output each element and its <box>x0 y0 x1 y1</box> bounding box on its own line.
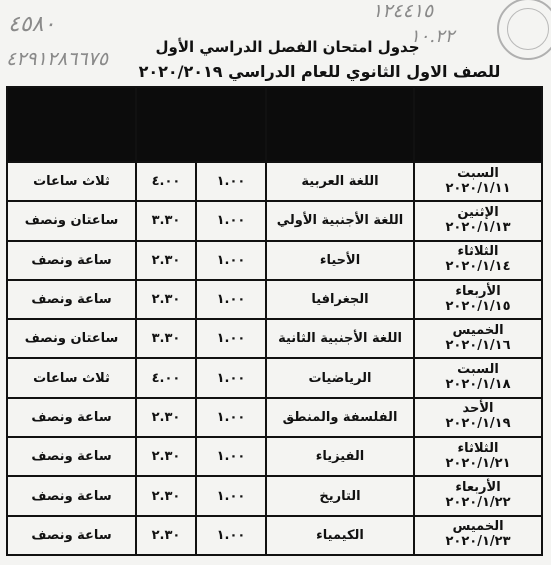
table-row <box>7 201 542 240</box>
day-name: الثلاثاء <box>457 440 499 456</box>
day-cell <box>414 437 542 476</box>
end-time-cell: ٢.٣٠ <box>136 516 196 555</box>
exam-date: ٢٠٢٠/١/٢١ <box>445 455 511 471</box>
start-time-cell: ١.٠٠ <box>196 437 266 476</box>
handwritten-note-top-center: ١٢٤٤١٥ <box>372 0 434 22</box>
duration-cell: ثلاث ساعات <box>7 358 136 397</box>
exam-date: ٢٠٢٠/١/٢٣ <box>445 534 511 550</box>
table-row <box>7 280 542 319</box>
day-cell <box>414 162 542 201</box>
page-title: جدول امتحان الفصل الدراسي الأول <box>155 38 420 56</box>
exam-schedule-table <box>6 86 543 556</box>
exam-date: ٢٠٢٠/١/١٥ <box>445 298 511 314</box>
day-name: الإثنين <box>457 205 499 220</box>
day-cell <box>414 358 542 397</box>
day-name: الأحد <box>462 401 494 417</box>
table-row <box>7 358 542 397</box>
day-cell <box>414 241 542 280</box>
subject-cell: التاريخ <box>266 476 414 515</box>
table-row <box>7 241 542 280</box>
subject-cell: الجغرافيا <box>266 280 414 319</box>
subject-cell: الفلسفة والمنطق <box>266 398 414 437</box>
table-row <box>7 162 542 201</box>
duration-cell: ساعة ونصف <box>7 437 136 476</box>
duration-cell: ساعة ونصف <box>7 398 136 437</box>
table-row <box>7 398 542 437</box>
start-time-cell: ١.٠٠ <box>196 398 266 437</box>
end-time-cell: ٤.٠٠ <box>136 162 196 201</box>
subject-cell: الرياضيات <box>266 358 414 397</box>
start-time-cell: ١.٠٠ <box>196 319 266 358</box>
duration-cell: ساعة ونصف <box>7 241 136 280</box>
day-cell <box>414 280 542 319</box>
exam-date: ٢٠٢٠/١/١١ <box>445 180 511 196</box>
exam-date: ٢٠٢٠/١/١٩ <box>445 416 511 432</box>
day-cell <box>414 319 542 358</box>
duration-cell: ساعة ونصف <box>7 516 136 555</box>
duration-cell: ثلاث ساعات <box>7 162 136 201</box>
day-name: الخميس <box>452 519 504 535</box>
end-time-cell: ٣.٣٠ <box>136 201 196 240</box>
end-time-cell: ٢.٣٠ <box>136 280 196 319</box>
start-time-cell: ١.٠٠ <box>196 241 266 280</box>
day-name: الخميس <box>452 322 504 338</box>
duration-cell: ساعة ونصف <box>7 280 136 319</box>
day-name: السبت <box>457 165 499 181</box>
end-time-cell: ٢.٣٠ <box>136 398 196 437</box>
header-cell-duration <box>7 87 136 162</box>
start-time-cell: ١.٠٠ <box>196 358 266 397</box>
start-time-cell: ١.٠٠ <box>196 516 266 555</box>
day-name: الثلاثاء <box>457 244 499 260</box>
exam-date: ٢٠٢٠/١/١٦ <box>445 337 511 353</box>
day-name: الأربعاء <box>455 480 501 496</box>
day-cell <box>414 201 542 240</box>
handwritten-note-top-left: ٤٥٨٠ <box>8 12 56 37</box>
handwritten-note-bottom-left: ٤٢٩١٢٨٦٦٧٥ <box>6 48 109 70</box>
header-cell-day <box>414 87 542 162</box>
day-cell <box>414 398 542 437</box>
day-cell <box>414 516 542 555</box>
day-cell <box>414 476 542 515</box>
table-header-row <box>7 87 542 162</box>
start-time-cell: ١.٠٠ <box>196 476 266 515</box>
subject-cell: الفيزياء <box>266 437 414 476</box>
exam-date: ٢٠٢٠/١/١٣ <box>445 219 511 235</box>
header-cell-subject <box>266 87 414 162</box>
table-row <box>7 476 542 515</box>
end-time-cell: ٢.٣٠ <box>136 476 196 515</box>
end-time-cell: ٤.٠٠ <box>136 358 196 397</box>
handwritten-note-right: ١٠.٢٢ <box>410 26 455 47</box>
day-name: الأربعاء <box>455 283 501 299</box>
end-time-cell: ٣.٣٠ <box>136 319 196 358</box>
duration-cell: ساعة ونصف <box>7 476 136 515</box>
end-time-cell: ٢.٣٠ <box>136 437 196 476</box>
table-row <box>7 319 542 358</box>
duration-cell: ساعتان ونصف <box>7 319 136 358</box>
subject-cell: الكيمياء <box>266 516 414 555</box>
header-cell-time <box>136 87 266 162</box>
duration-cell: ساعتان ونصف <box>7 201 136 240</box>
exam-date: ٢٠٢٠/١/١٤ <box>445 259 511 275</box>
start-time-cell: ١.٠٠ <box>196 280 266 319</box>
page-subtitle: للصف الاول الثانوي للعام الدراسي ٢٠٢٠/٢٠١٩ <box>138 62 501 81</box>
exam-date: ٢٠٢٠/١/١٨ <box>445 377 511 393</box>
subject-cell: الأحياء <box>266 241 414 280</box>
start-time-cell: ١.٠٠ <box>196 201 266 240</box>
table-row <box>7 437 542 476</box>
end-time-cell: ٢.٣٠ <box>136 241 196 280</box>
subject-cell: اللغة الأجنبية الثانية <box>266 319 414 358</box>
subject-cell: اللغة الأجنبية الأولي <box>266 201 414 240</box>
table-row <box>7 516 542 555</box>
exam-date: ٢٠٢٠/١/٢٢ <box>445 495 511 511</box>
subject-cell: اللغة العربية <box>266 162 414 201</box>
start-time-cell: ١.٠٠ <box>196 162 266 201</box>
day-name: السبت <box>457 362 499 378</box>
